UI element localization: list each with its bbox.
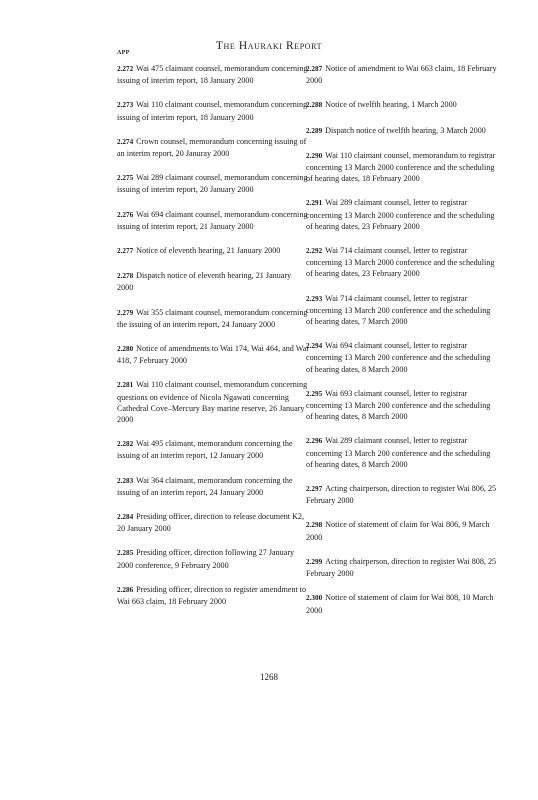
- list-item: [117, 438, 309, 461]
- entry-number: 2.281: [117, 381, 134, 390]
- entry-text: Wai 110 claimant counsel, memorandum to registrar concerning 13 March 2000 conference and the scheduling of hearing dates, 18 February 2000: [306, 150, 496, 184]
- entry-number: 2.287: [306, 65, 323, 73]
- page-number: 1268: [260, 672, 278, 682]
- left-column: [117, 63, 309, 620]
- list-item: [306, 435, 498, 470]
- entry-number: 2.286: [117, 585, 134, 594]
- entry-number: 2.297: [306, 485, 323, 494]
- entry-text: Wai 289 claimant counsel, memorandum concerning issuing of interim report, 20 January 2000: [117, 173, 308, 195]
- entry-number: 2.296: [306, 437, 323, 446]
- entry-text: Presiding officer, direction to register amendment to Wai 663 claim, 18 February 2000: [117, 584, 307, 607]
- entry-number: 2.291: [306, 199, 323, 208]
- list-item: [306, 483, 498, 506]
- list-item: [306, 519, 498, 542]
- list-item: [117, 99, 309, 122]
- entry-text: Crown counsel, memorandum concerning issuing of an interim report, 20 Januray 2000: [117, 136, 307, 159]
- entry-number: 2.277: [117, 247, 134, 256]
- section-tag: APP: [117, 50, 130, 56]
- entry-text: Acting chairperson, direction to register Wai 808, 25 February 2000: [306, 556, 497, 579]
- entry-number: 2.283: [117, 476, 134, 485]
- entry-number: 2.292: [306, 247, 323, 256]
- entry-text: Wai 110 claimant counsel, memorandum concerning questions on evidence of Nicola Ngawati concerning Cathedral Cove–Mercury Bay marine reserve, 26 January 2000: [117, 380, 308, 425]
- list-item: [117, 511, 309, 534]
- entry-text: Notice of twelfth hearing, 1 March 2000: [325, 100, 457, 110]
- entry-text: Wai 714 claimant counsel, letter to registrar concerning 13 March 200 conference and the scheduling of hearing dates, 7 March 2000: [306, 293, 491, 327]
- entry-number: 2.284: [117, 513, 134, 522]
- entry-number: 2.276: [117, 210, 134, 219]
- list-item: [117, 584, 309, 607]
- list-item: [117, 270, 309, 293]
- list-item: [306, 150, 498, 185]
- right-column: [306, 63, 498, 629]
- list-item: [117, 307, 309, 330]
- list-item: [306, 245, 498, 280]
- list-item: [306, 388, 498, 423]
- list-item: [117, 547, 309, 570]
- list-item: [117, 475, 309, 498]
- list-item: [306, 556, 498, 579]
- entry-text: Acting chairperson, direction to register Wai 806, 25 February 2000: [306, 484, 497, 506]
- entry-number: 2.272: [117, 65, 134, 73]
- entry-text: Wai 364 claimant, memorandum concerning the issuing of an interim report, 24 January 2000: [117, 475, 293, 497]
- entry-number: 2.275: [117, 174, 134, 183]
- list-item: [117, 209, 309, 232]
- list-item: [117, 172, 309, 195]
- entry-number: 2.300: [306, 594, 323, 603]
- list-item: [306, 197, 498, 232]
- list-item: [117, 343, 309, 366]
- entry-text: Wai 714 claimant counsel, letter to registrar concerning 13 March 2000 conference and the scheduling of hearing dates, 23 February 2000: [306, 246, 495, 279]
- entry-number: 2.280: [117, 345, 134, 354]
- entry-text: Notice of eleventh hearing, 21 January 2000: [136, 246, 281, 256]
- list-item: [306, 592, 498, 615]
- entry-text: Wai 495 claimant, memorandum concerning the issuing of an interim report, 12 January 2000: [117, 439, 293, 461]
- entry-text: Wai 289 claimant counsel, letter to registrar concerning 13 March 200 conference and the scheduling of hearing dates, 8 March 2000: [306, 436, 491, 469]
- entry-text: Wai 475 claimant counsel, memorandum concerning issuing of interim report, 18 January 2000: [117, 64, 308, 86]
- entry-number: 2.294: [306, 342, 323, 351]
- entry-text: Notice of statement of claim for Wai 806, 9 March 2000: [306, 520, 490, 542]
- entry-text: Wai 693 claimant counsel, letter to registrar concerning 13 March 200 conference and the scheduling of hearing dates, 8 March 2000: [306, 388, 491, 422]
- list-item: [306, 63, 498, 86]
- entry-number: 2.288: [306, 101, 323, 110]
- entry-text: Wai 694 claimant counsel, letter to registrar concerning 13 March 200 conference and the scheduling of hearing dates, 8 March 2000: [306, 341, 491, 374]
- list-item: [117, 136, 309, 159]
- entry-text: Notice of amendment to Wai 663 claim, 18 February 2000: [306, 64, 497, 86]
- running-header: The Hauraki Report: [215, 40, 323, 52]
- list-item: [117, 63, 309, 86]
- entry-text: Dispatch notice of twelfth hearing, 3 March 2000: [325, 125, 486, 135]
- list-item: [306, 99, 498, 111]
- list-item: [306, 340, 498, 375]
- entry-number: 2.290: [306, 151, 323, 160]
- entry-text: Notice of statement of claim for Wai 808, 10 March 2000: [306, 593, 494, 615]
- list-item: [117, 245, 309, 257]
- list-item: [117, 379, 309, 425]
- entry-number: 2.278: [117, 272, 134, 281]
- entry-number: 2.298: [306, 521, 323, 530]
- entry-number: 2.295: [306, 389, 323, 398]
- list-item: [306, 293, 498, 328]
- entry-number: 2.274: [117, 137, 134, 146]
- entry-number: 2.282: [117, 440, 134, 449]
- entry-number: 2.293: [306, 294, 323, 303]
- entry-text: Wai 110 claimant counsel, memorandum concerning issuing of interim report, 18 January 2000: [117, 100, 308, 122]
- entry-text: Presiding officer, direction to release document K2, 20 January 2000: [117, 512, 305, 534]
- entry-text: Notice of amendments to Wai 174, Wai 464, and Wai 418, 7 February 2000: [117, 344, 309, 366]
- list-item: [306, 125, 498, 137]
- entry-number: 2.285: [117, 549, 134, 558]
- entry-text: Wai 355 claimant counsel, memorandum concerning the issuing of an interim report, 24 January 2000: [117, 307, 308, 329]
- entry-number: 2.273: [117, 101, 134, 110]
- entry-text: Presiding officer, direction following 27 January 2000 conference, 9 February 2000: [117, 548, 295, 570]
- entry-number: 2.279: [117, 308, 134, 317]
- entry-number: 2.299: [306, 557, 323, 566]
- entry-text: Wai 694 claimant counsel, memorandum concerning issuing of interim report, 21 January 2000: [117, 209, 308, 231]
- entry-text: Dispatch notice of eleventh hearing, 21 January 2000: [117, 271, 292, 293]
- entry-number: 2.289: [306, 126, 323, 135]
- entry-text: Wai 289 claimant counsel, letter to registrar concerning 13 March 2000 conference and the scheduling of hearing dates, 23 February 2000: [306, 198, 495, 231]
